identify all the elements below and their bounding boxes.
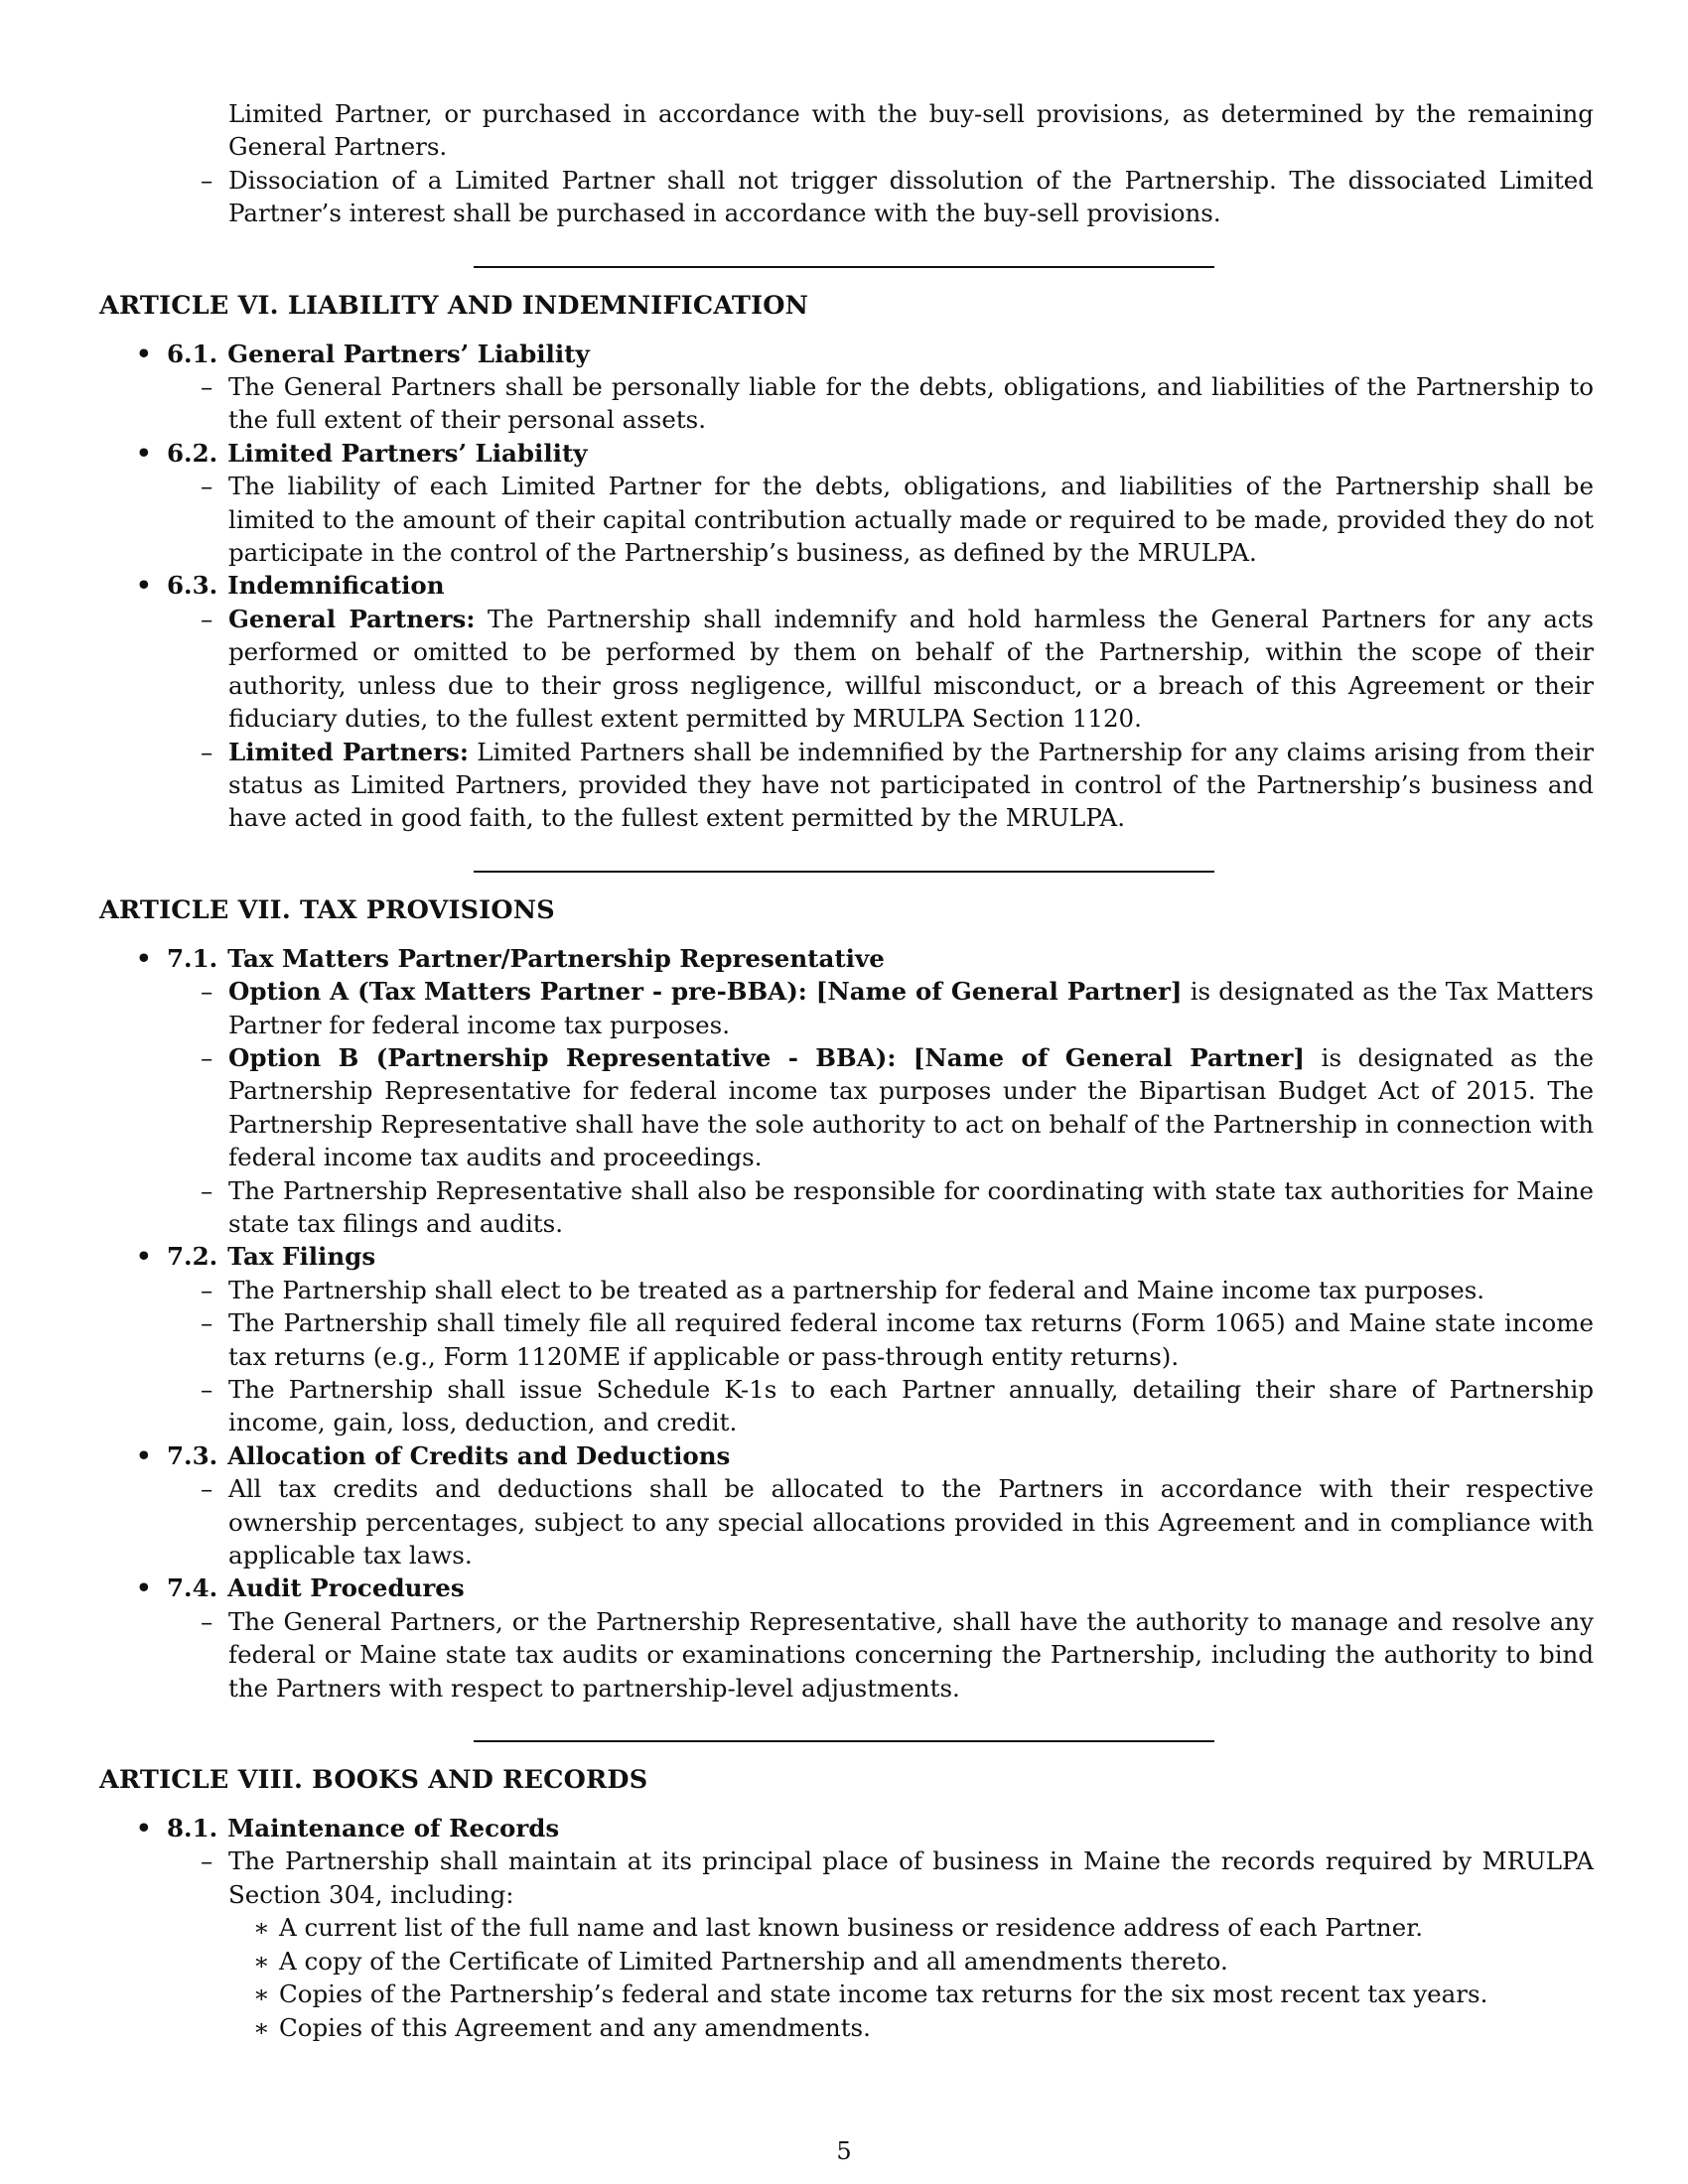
sub-list-item: ∗ A current list of the full name and last known business or residence address of each Partner.: [99, 1911, 1594, 1944]
list-item: – The Partnership shall maintain at its principal place of business in Maine the records required by MRULPA Section 304, including:: [99, 1844, 1594, 1911]
section-heading: • 8.1. Maintenance of Records: [99, 1812, 1594, 1844]
list-item: – The Partnership shall issue Schedule K-1s to each Partner annually, detailing their share of Partnership income, gain, loss, deduction, and credit.: [99, 1373, 1594, 1439]
section-heading: • 7.2. Tax Filings: [99, 1240, 1594, 1273]
list-item: – Dissociation of a Limited Partner shall not trigger dissolution of the Partnership. The dissociated Limited Partner’s interest shall be purchased in accordance with the buy-sell provisions.: [99, 164, 1594, 230]
section-heading: • 6.3. Indemnification: [99, 569, 1594, 602]
section-divider: [474, 266, 1214, 268]
section-heading: • 6.1. General Partners’ Liability: [99, 338, 1594, 370]
list-item: – The General Partners shall be personally liable for the debts, obligations, and liabilities of the Partnership to the full extent of their personal assets.: [99, 370, 1594, 437]
section-heading: • 7.3. Allocation of Credits and Deductions: [99, 1439, 1594, 1472]
article-heading: ARTICLE VII. TAX PROVISIONS: [99, 894, 555, 925]
document-page: [99, 97, 1594, 2044]
list-item: – General Partners: The Partnership shall indemnify and hold harmless the General Partners for any acts performed or omitted to be performed by them on behalf of the Partnership, within the scope of their authority, unless due to their gross negligence, willful misconduct, or a breach of this Agreement or their fiduciary duties, to the fullest extent permitted by MRULPA Section 1120.: [99, 603, 1594, 736]
section-divider: [474, 1740, 1214, 1742]
sub-list-item: ∗ Copies of the Partnership’s federal and state income tax returns for the six most recent tax years.: [99, 1978, 1594, 2010]
list-item: – The Partnership shall timely file all required federal income tax returns (Form 1065) and Maine state income tax returns (e.g., Form 1120ME if applicable or pass-through entity returns).: [99, 1306, 1594, 1373]
continued-text: Limited Partner, or purchased in accordance with the buy-sell provisions, as determined by the remaining General Partners.: [228, 99, 1594, 162]
list-item: – Limited Partners: Limited Partners shall be indemnified by the Partnership for any claims arising from their status as Limited Partners, provided they have not participated in control of the Partnership’s business and have acted in good faith, to the fullest extent permitted by the MRULPA.: [99, 736, 1594, 835]
list-item: – The liability of each Limited Partner for the debts, obligations, and liabilities of the Partnership shall be limited to the amount of their capital contribution actually made or required to be made, provided they do not participate in the control of the Partnership’s business, as defined by the MRULPA.: [99, 470, 1594, 569]
article-heading: ARTICLE VI. LIABILITY AND INDEMNIFICATION: [99, 290, 809, 321]
list-item: – The Partnership shall elect to be treated as a partnership for federal and Maine income tax purposes.: [99, 1274, 1594, 1306]
section-divider: [474, 871, 1214, 873]
list-item: – All tax credits and deductions shall be allocated to the Partners in accordance with their respective ownership percentages, subject to any special allocations provided in this Agreement and in compliance with applicable tax laws.: [99, 1472, 1594, 1571]
sub-list-item: ∗ A copy of the Certificate of Limited Partnership and all amendments thereto.: [99, 1945, 1594, 1978]
sub-list-item: ∗ Copies of this Agreement and any amendments.: [99, 2011, 1594, 2044]
list-item: – The General Partners, or the Partnership Representative, shall have the authority to manage and resolve any federal or Maine state tax audits or examinations concerning the Partnership, including the authority to bind the Partners with respect to partnership-level adjustments.: [99, 1605, 1594, 1705]
list-item: – The Partnership Representative shall also be responsible for coordinating with state tax authorities for Maine state tax filings and audits.: [99, 1174, 1594, 1241]
list-item: – Option A (Tax Matters Partner - pre-BBA): [Name of General Partner] is designated as the Tax Matters Partner for federal income tax purposes.: [99, 975, 1594, 1041]
list-item: – Option B (Partnership Representative - BBA): [Name of General Partner] is designated as the Partnership Representative for federal income tax purposes under the Bipartisan Budget Act of 2015. The Partnership Representative shall have the sole authority to act on behalf of the Partnership in connection with federal income tax audits and proceedings.: [99, 1041, 1594, 1174]
page-number: 5: [836, 2137, 852, 2165]
section-heading: • 7.4. Audit Procedures: [99, 1571, 1594, 1604]
section-heading: • 7.1. Tax Matters Partner/Partnership Representative: [99, 942, 1594, 975]
section-heading: • 6.2. Limited Partners’ Liability: [99, 437, 1594, 470]
article-heading: ARTICLE VIII. BOOKS AND RECORDS: [99, 1765, 648, 1796]
